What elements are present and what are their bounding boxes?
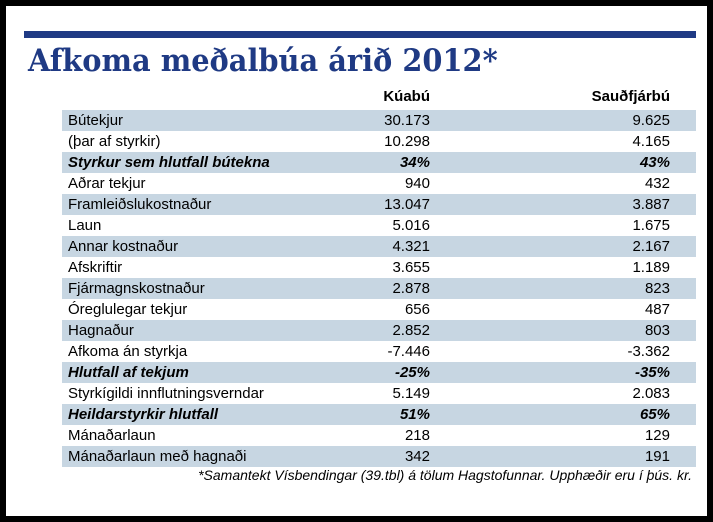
- table-row: [62, 404, 696, 425]
- row-label: Framleiðslukostnaður: [68, 196, 212, 213]
- row-value-kuabu: -7.446: [387, 343, 430, 360]
- table-row: [62, 446, 696, 467]
- row-value-saudfjarbu: 191: [644, 448, 670, 465]
- row-value-saudfjarbu: 1.675: [632, 217, 670, 234]
- row-label: Afkoma án styrkja: [68, 343, 188, 360]
- row-value-saudfjarbu: 9.625: [632, 112, 670, 129]
- footnote: *Samantekt Vísbendingar (39.tbl) á tölum Hagstofunnar. Upphæðir eru í þús. kr.: [198, 467, 692, 483]
- row-value-saudfjarbu: 803: [644, 322, 670, 339]
- data-table: [62, 110, 696, 467]
- row-value-saudfjarbu: 65%: [639, 406, 670, 423]
- row-value-kuabu: 342: [404, 448, 430, 465]
- row-value-kuabu: 51%: [399, 406, 430, 423]
- row-value-kuabu: 5.149: [392, 385, 430, 402]
- table-row: [62, 152, 696, 173]
- table-row: [62, 215, 696, 236]
- row-value-kuabu: 940: [404, 175, 430, 192]
- table-row: [62, 173, 696, 194]
- table-row: [62, 299, 696, 320]
- row-label: Mánaðarlaun: [68, 427, 156, 444]
- row-value-kuabu: 34%: [399, 154, 430, 171]
- row-value-kuabu: 5.016: [392, 217, 430, 234]
- row-label: Óreglulegar tekjur: [68, 301, 188, 318]
- row-value-saudfjarbu: 43%: [639, 154, 670, 171]
- row-value-saudfjarbu: 3.887: [632, 196, 670, 213]
- row-value-saudfjarbu: 432: [644, 175, 670, 192]
- row-value-saudfjarbu: 129: [644, 427, 670, 444]
- row-label: Bútekjur: [68, 112, 124, 129]
- row-value-kuabu: 218: [404, 427, 430, 444]
- table-row: [62, 320, 696, 341]
- column-header-saudfjarbu: Sauðfjárbú: [591, 88, 670, 105]
- row-value-saudfjarbu: 1.189: [632, 259, 670, 276]
- row-value-kuabu: 2.852: [392, 322, 430, 339]
- row-value-kuabu: 4.321: [392, 238, 430, 255]
- row-value-saudfjarbu: 2.167: [632, 238, 670, 255]
- row-label: Laun: [68, 217, 102, 234]
- table-row: [62, 341, 696, 362]
- row-value-kuabu: 30.173: [384, 112, 430, 129]
- table-row: [62, 278, 696, 299]
- title-rule: [24, 31, 696, 38]
- row-value-kuabu: -25%: [394, 364, 430, 381]
- row-label: Fjármagnskostnaður: [68, 280, 205, 297]
- table-header: [62, 86, 696, 108]
- row-value-saudfjarbu: -35%: [634, 364, 670, 381]
- row-value-saudfjarbu: -3.362: [627, 343, 670, 360]
- row-value-kuabu: 13.047: [384, 196, 430, 213]
- row-label: Hlutfall af tekjum: [68, 364, 189, 381]
- row-value-saudfjarbu: 4.165: [632, 133, 670, 150]
- row-value-saudfjarbu: 487: [644, 301, 670, 318]
- table-row: [62, 110, 696, 131]
- table-row: [62, 131, 696, 152]
- row-value-kuabu: 656: [404, 301, 430, 318]
- row-label: Styrkur sem hlutfall bútekna: [68, 154, 270, 171]
- table-row: [62, 362, 696, 383]
- row-label: Hagnaður: [68, 322, 134, 339]
- row-label: Mánaðarlaun með hagnaði: [68, 448, 247, 465]
- row-value-saudfjarbu: 2.083: [632, 385, 670, 402]
- row-label: Heildarstyrkir hlutfall: [68, 406, 219, 423]
- table-row: [62, 257, 696, 278]
- table-row: [62, 383, 696, 404]
- row-label: Annar kostnaður: [68, 238, 179, 255]
- row-label: (þar af styrkir): [68, 133, 161, 150]
- row-label: Styrkígildi innflutningsverndar: [68, 385, 264, 402]
- row-value-kuabu: 3.655: [392, 259, 430, 276]
- row-value-kuabu: 10.298: [384, 133, 430, 150]
- table-row: [62, 425, 696, 446]
- column-header-kuabu: Kúabú: [383, 88, 430, 105]
- row-value-kuabu: 2.878: [392, 280, 430, 297]
- table-row: [62, 236, 696, 257]
- row-label: Afskriftir: [68, 259, 123, 276]
- row-label: Aðrar tekjur: [68, 175, 146, 192]
- row-value-saudfjarbu: 823: [644, 280, 670, 297]
- table-row: [62, 194, 696, 215]
- page-title: Afkoma meðalbúa árið 2012*: [28, 43, 498, 79]
